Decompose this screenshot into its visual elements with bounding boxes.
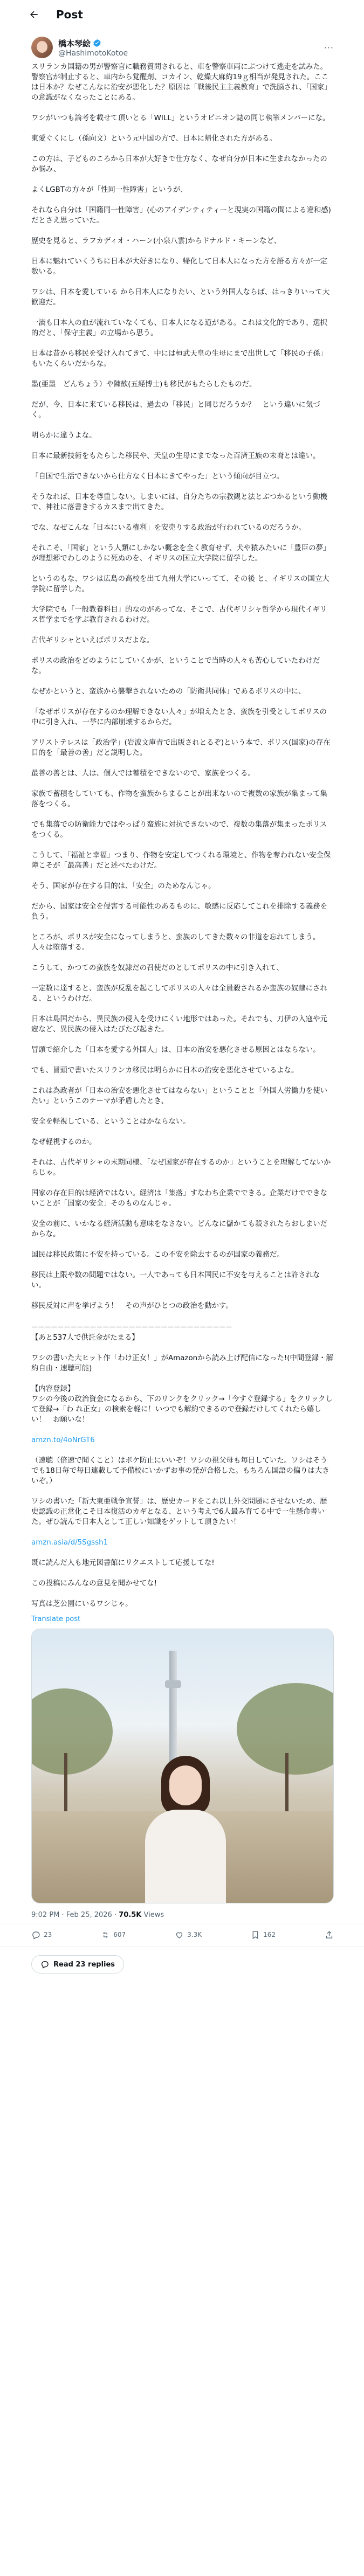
post-paragraph: こうして、「福祉と幸福」つまり、作物を安定してつくれる環境と、作物を奪われない安全保障こそが「最高善」だと述べたわけだ。 [31,851,331,870]
post-paragraph: ワシの書いた「新大東亜戦争宣誓」は、歴史カードをこれ以上外交問題にさせないため、歴史認識の正常化こそ日本復活のカギとなる、という考えで6人最み育てる中で一生懸命書いた。ぜひ読んで日本人として正しい知識をゲットして頂きたい！ [31,1498,327,1526]
post-paragraph: 移民反対に声を挙げよう！ その声がひとつの政治を動かす。 [31,1302,233,1310]
post-paragraph: 写真は芝公園にいるワシじゃ。 [31,1600,133,1608]
post-paragraph: ワシの書いた大ヒット作「わけ正女！」がAmazonから読み上げ配信になった!(中間登録・解約自由・速聴可能) [31,1354,333,1373]
post-meta [0,1903,364,1923]
replies-icon [40,1960,49,1969]
avatar[interactable] [31,37,53,58]
translate-post-link[interactable]: Translate post [31,1615,81,1623]
post-paragraph: そう、国家が存在する目的は、「安全」のためなんじゃ。 [31,882,216,890]
post-paragraph: 安全を軽視している、ということはかならない。 [31,1118,190,1126]
post-paragraph: ワシは、日本を愛している から日本人になりたい、という外国人ならば、はっきりいって大歓迎だ。 [31,288,330,307]
more-options-icon[interactable]: ··· [324,42,334,53]
verified-badge-icon [93,39,101,47]
post-paragraph: 家族で蓄積をしていても、作物を蛮族からまることが出来ないので複数の家族が集まって集落をつくる。 [31,790,328,808]
author-row [0,29,364,62]
post-paragraph: この方は、子どものころから日本が大好きで仕方なく、なぜ自分が日本に生まれなかったのか悩み、 [31,155,327,174]
post-paragraph: こうして、かつての蛮族を奴隷だの召使だのとしてポリスの中に引き入れて、 [31,964,284,972]
post-paragraph: ポリスの政治をどのようにしていくかが、ということで当時の人々も苦心していたわけだな。 [31,657,320,675]
repost-icon [101,1930,110,1940]
post-paragraph: 移民は上限や数の問題ではない。一人であっても日本国民に不安を与えることは許されない。 [31,1271,320,1290]
post-paragraph: なぜ軽視するのか。 [31,1138,97,1146]
post-text-block-1b [31,1333,334,1425]
photo-tower [169,1651,177,1769]
post-paragraph: 日本に最新技術をもたらした移民や、天皇の生母にまでなった百済王族の末裔とは違い。 [31,452,320,460]
post-paragraph: でな、なぜこんな「日本にいる権利」を安売りする政治が行われているのだろうか。 [31,524,306,532]
post-text-block-1 [31,62,334,1311]
post-paragraph: 「なぜポリスが存在するのか理解できない人々」が増えたとき、蛮族を引受としてポリスの中に引き入れ、一挙に内部崩壊するからだ。 [31,708,327,726]
post-photo[interactable] [31,1629,334,1903]
post-paragraph: なぜかというと、蛮族から襲撃されないための「防衛共同体」であるポリスの中に、 [31,688,306,696]
post-paragraph: よくLGBTの方々が「性同一性障害」というが、 [31,186,188,194]
post-paragraph: 古代ギリシャといえばポリスだよな。 [31,636,154,645]
author-name[interactable]: 橋本琴絵 [58,38,91,49]
read-replies-button[interactable] [31,1955,124,1973]
post-paragraph: 日本は島国だから、異民族の侵入を受けにくい地形ではあった。それでも、刀伊の入寇や元寇など、異民族の侵入はたびたび起きた。 [31,1015,327,1034]
post-paragraph: 東愛ぐくにし（孫向文）という元中国の方で、日本に帰化された方がある。 [31,135,277,143]
arrow-left-icon [29,9,39,20]
photo-person [145,1756,226,1903]
post-paragraph: でも、冒頭で書いたスリランカ移民は明らかに日本の治安を悪化させているよな。 [31,1067,299,1075]
post-paragraph: ところが、ポリスが安全になってしまうと、蛮族のしてきた数々の非道を忘れてしまう。人々は堕落する。 [31,933,320,952]
reply-icon [31,1930,40,1940]
photo-trunk [64,1753,67,1818]
repost-button[interactable] [101,1930,126,1940]
post-paragraph: この投稿にみんなの意見を聞かせてな! [31,1580,157,1588]
post-paragraph: 国家の存在目的は経済ではない。経済は「集落」すなわち企業でできる。企業だけでできないことが「国家の安全」そのものなんじゃ。 [31,1189,328,1208]
view-count: 70.5K [119,1911,142,1919]
post-paragraph: 「自国で生活できないから仕方なく日本にきてやった」という傾向が目立つ。 [31,473,284,481]
amazon-link-2[interactable]: amzn.asia/d/5Sgssh1 [31,1539,108,1547]
page-title: Post [56,8,83,21]
post-paragraph: スリランカ国籍の男が警察官に職務質問されると、車を警察車両にぶつけて逃走を試みた。警察官が制止すると、車内から覚醒剤、コカイン、乾燥大麻約19ｇ相当が発見された。ここは日本か？なぜこんなに治安が悪化した？原因は「戦後民主主義教育」で洗脳され、「国家」の意識がなくなったことにある。 [31,63,332,102]
post-paragraph: 既に読んだ人も地元図書館にリクエストして応援してな! [31,1559,215,1567]
post-paragraph: 【あと537人で供託金がたまる】 [31,1334,139,1342]
read-replies-label: Read 23 replies [53,1960,115,1969]
bookmark-count: 162 [263,1931,276,1938]
post-paragraph: 歴史を見ると、ラフカディオ・ハーン(小泉八雲)からドナルド・キーンなど、 [31,237,281,245]
post-paragraph: そうなれば、日本を尊重しない。しまいには、自分たちの宗教観と法とぶつかるという動機で、神社に落書きするカスまで出てきた。 [31,493,328,511]
bookmark-button[interactable] [251,1930,276,1940]
post-paragraph: これは為政者が「日本の治安を悪化させてはならない」ということと「外国人労働力を使いたい」というこのテーマが矛盾したとき、 [31,1087,328,1105]
views-label: Views [141,1911,164,1919]
post-paragraph: だから、国家は安全を侵害する可能性のあるものに、敏感に反応してこれを排除する義務を負う。 [31,903,328,921]
post-paragraph: というのもな、ワシは広島の高校を出て九州大学にいってて、その後 と、イギリスの国立大学院に留学した。 [31,575,329,593]
reply-button[interactable] [31,1930,52,1940]
post-timestamp[interactable]: 9:02 PM · Feb 25, 2026 · [31,1911,119,1919]
post-paragraph: 一滴も日本人の血が流れていなくても、日本人になる道がある。これは文化的であり、選択的だと、「保守主義」の立場から思う。 [31,319,328,337]
bookmark-icon [251,1930,260,1940]
post-paragraph: 大学院でも「一般教養科目」的なのがあってな、そこで、古代ギリシャ哲学から現代イギリス哲学までを学ぶ教育されるわけだ。 [31,606,327,624]
author-info [58,38,324,58]
action-bar [0,1923,364,1947]
back-button[interactable] [25,5,43,24]
post-paragraph: 墨(亜墨 どんちょう）や陳歓(五経博士)も移民がもたらしたものだ。 [31,380,257,389]
post-paragraph: 一定数に達すると、蛮族が反乱を起こしてポリスの人々は全員殺されるか蛮族の奴隷にされる、というわけだ。 [31,985,327,1003]
share-icon [325,1930,334,1940]
post-paragraph: 明らかに違うよな。 [31,432,97,440]
like-button[interactable] [175,1930,202,1940]
photo-tower-top [165,1680,181,1688]
post-paragraph: それは、古代ギリシャの末期同様、「なぜ国家が存在するのか」ということを理解してないからじゃ。 [31,1159,331,1177]
post-paragraph: 日本は昔から移民を受け入れてきて、中には桓武天皇の生母にまで出世して「移民の子孫」もいたくらいだからな。 [31,350,327,368]
post-paragraph: ワシがいつも論考を載せて頂いとる「WILL」というオピニオン誌の同じ執筆メンバーにな。 [31,114,330,122]
post-paragraph: 【内容登録】 ワシの今後の政治資金になるから、下のリンクをクリック→「今すぐ登録する」をクリックして登録→「わ れ正女」の検索を軽に！いつでも解約できるので登録だけしてくれたら嬉しい！ お願いな！ [31,1385,333,1424]
like-count: 3.3K [187,1931,202,1938]
post-paragraph: だが、今、日本に来ている移民は、過去の「移民」と同じだろうか？ という違いに気づく。 [31,401,320,419]
post-body [0,62,364,1903]
amazon-link-1[interactable]: amzn.to/4oNrGT6 [31,1436,95,1444]
post-paragraph: でも集落での防衛能力ではやっぱり蛮族に対抗できないので、複数の集落が集まったポリスをつくる。 [31,821,327,839]
separator: －－－－－－－－－－－－－－－－－－－－－－－－－－－－－－－ [31,1324,232,1332]
name-row [58,38,324,49]
post-paragraph: 日本に魅れていくうちに日本が大好きになり、帰化して日本人になった方を語る方々が一定数いる。 [31,258,328,276]
top-bar [0,0,364,29]
heart-icon [175,1930,184,1940]
author-handle[interactable]: @HashimotoKotoe [58,49,128,58]
post-paragraph: それなら自分は「国籍同一性障害」(心のアイデンティティーと現実の国籍の間による違和感)だとさえ思っていた。 [31,206,331,225]
post-paragraph: アリストテレスは「政治学」(岩波文庫青で出版されとるぞ)という本で、ポリス(国家)の存在目的を「最善の善」だと説明した。 [31,739,331,757]
post-paragraph: （速聴（倍速で聞くこと）はボケ防止にいいぞ！ワシの視父母も毎日していた。ワシはそうでも18日毎で毎日連載して予備校にいかずお事の発が合格した。もちろん国語の偏りは大きいぞ。） [31,1457,329,1485]
post-text-block-2 [31,1456,334,1527]
post-paragraph: 冒頭で紹介した「日本を愛する外国人」は、日本の治安を悪化させる原因とはならない。 [31,1046,320,1054]
share-button[interactable] [325,1930,334,1940]
post-paragraph: 最善の善とは、人は、個人では蓄積をできないので、家族をつくる。 [31,770,255,778]
post-text-block-3 [31,1558,334,1609]
post-paragraph: 国民は移民政策に不安を持っている。この不安を除去するのが国家の義務だ。 [31,1251,284,1259]
reply-count: 23 [44,1931,52,1938]
post-paragraph: 安全の前に、いかなる経済活動も意味をなさない。どんなに儲かても殺されたらおしまいだからな。 [31,1220,328,1238]
post-paragraph: それこそ、「国家」という人類にしかない概念を全く教育せず、犬や猿みたいに「豊臣の夢」が理想郷でわしのように死ぬのを、イギリスの国立大学院に留学した。 [31,544,331,563]
repost-count: 607 [113,1931,126,1938]
